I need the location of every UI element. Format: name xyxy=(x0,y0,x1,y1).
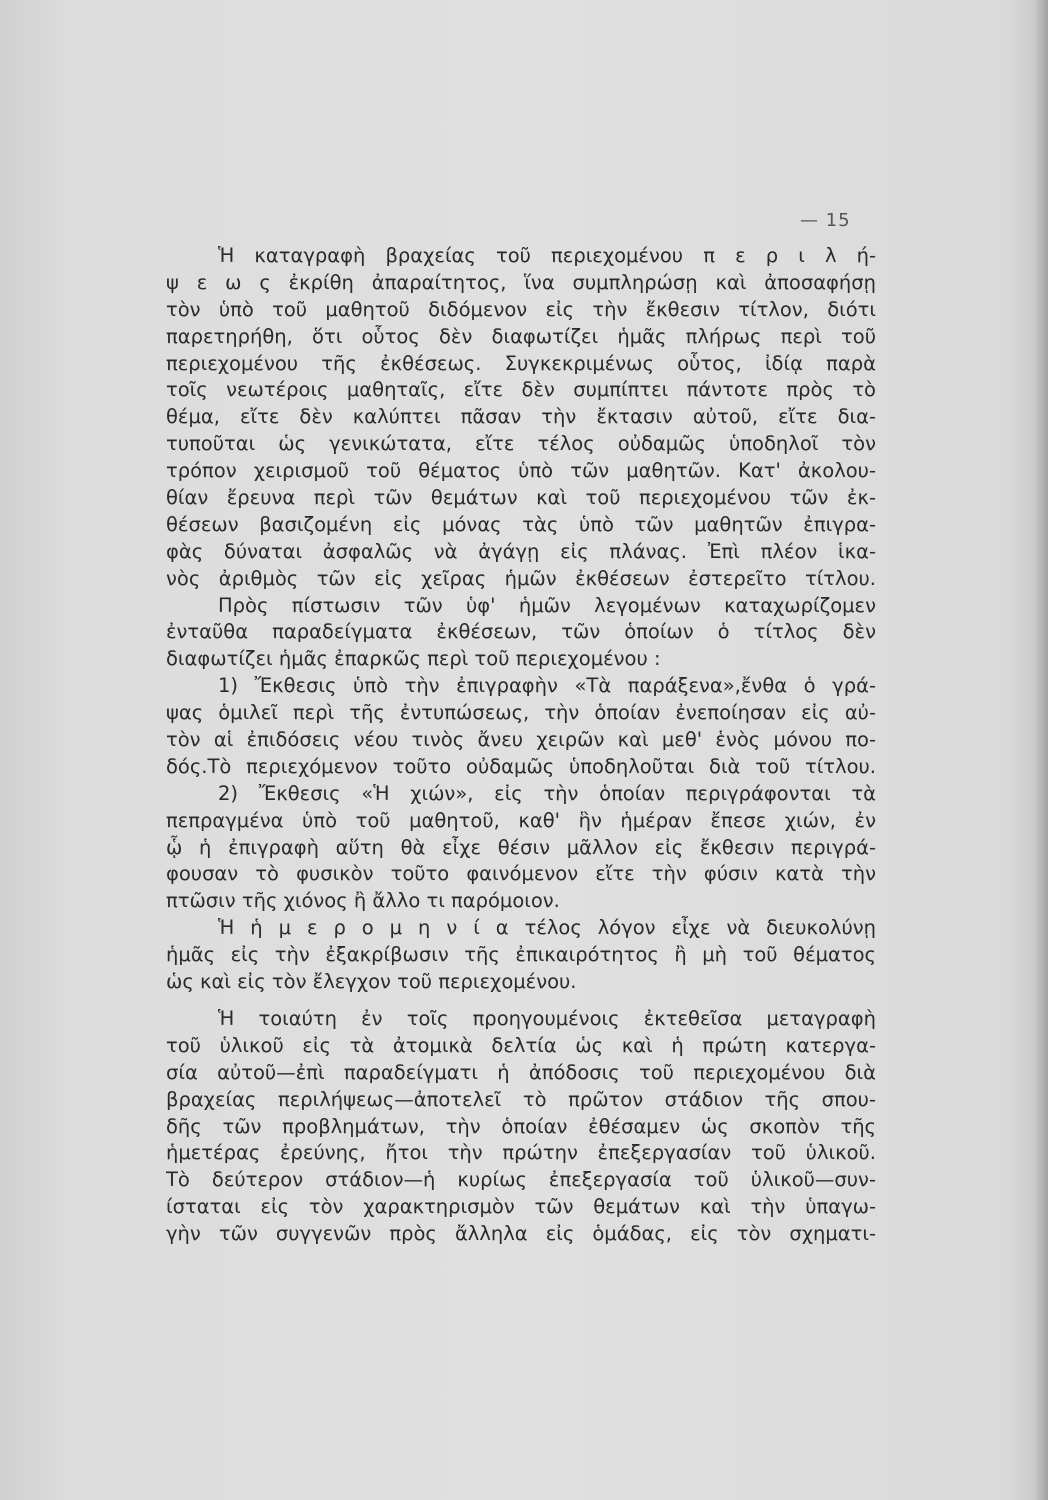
text-line: Τὸ δεύτερον στάδιον—ἡ κυρίως ἐπεξεργασία τοῦ ὑλικοῦ—συν- xyxy=(166,1168,876,1192)
text-line: Ἡ καταγραφὴ βραχείας τοῦ περιεχομένου π ε ρ ι λ ή- xyxy=(218,244,876,267)
text-line: τὸν αἱ ἐπιδόσεις νέου τινὸς ἄνευ χειρῶν καὶ μεθ' ἑνὸς μόνου πο- xyxy=(166,728,876,752)
text-line: 1) Ἔκθεσις ὑπὸ τὴν ἐπιγραφὴν «Τὰ παράξενα»,ἔνθα ὁ γρά- xyxy=(218,674,876,698)
text-line: φὰς δύναται ἀσφαλῶς νὰ ἀγάγῃ εἰς πλάνας. Ἐπὶ πλέον ἱκα- xyxy=(166,539,876,563)
text-line: ἡμᾶς εἰς τὴν ἐξακρίβωσιν τῆς ἐπικαιρότητος ἢ μὴ τοῦ θέματος xyxy=(166,943,876,967)
text-line: τυποῦται ὡς γενικώτατα, εἴτε τέλος οὐδαμῶς ὑποδηλοῖ τὸν xyxy=(166,432,876,456)
text-line: δῆς τῶν προβλημάτων, τὴν ὁποίαν ἐθέσαμεν ὡς σκοπὸν τῆς xyxy=(166,1114,876,1138)
text-line: Ἡ ἡ μ ε ρ ο μ η ν ί α τέλος λόγον εἶχε νὰ διευκολύνῃ xyxy=(218,916,876,940)
text-line: σία αὐτοῦ—ἐπὶ παραδείγματι ἡ ἀπόδοσις τοῦ περιεχομένου διὰ xyxy=(166,1060,876,1084)
text-line: τοῦ ὑλικοῦ εἰς τὰ ἀτομικὰ δελτία ὡς καὶ ἡ πρώτη κατεργα- xyxy=(166,1033,876,1057)
text-line: περιεχομένου τῆς ἐκθέσεως. Συγκεκριμένως οὗτος, ἰδίᾳ παρὰ xyxy=(166,351,876,375)
text-line: δός.Τὸ περιεχόμενον τοῦτο οὐδαμῶς ὑποδηλοῦται διὰ τοῦ τίτλου. xyxy=(166,754,876,778)
page-number: — 15 xyxy=(800,210,851,231)
text-line: φουσαν τὸ φυσικὸν τοῦτο φαινόμενον εἴτε τὴν φύσιν κατὰ τὴν xyxy=(166,862,876,886)
page-edge-shadow xyxy=(1034,0,1048,1500)
text-line: βραχείας περιλήψεως—ἀποτελεῖ τὸ πρῶτον στάδιον τῆς σπου- xyxy=(166,1087,876,1111)
text-line: θέμα, εἴτε δὲν καλύπτει πᾶσαν τὴν ἔκτασιν αὐτοῦ, εἴτε δια- xyxy=(166,405,876,429)
text-line: διαφωτίζει ἡμᾶς ἐπαρκῶς περὶ τοῦ περιεχομένου : xyxy=(166,647,661,671)
text-line: τὸν ὑπὸ τοῦ μαθητοῦ διδόμενον εἰς τὴν ἔκθεσιν τίτλον, διότι xyxy=(166,297,876,321)
text-line: ψας ὁμιλεῖ περὶ τῆς ἐντυπώσεως, τὴν ὁποίαν ἐνεποίησαν εἰς αὐ- xyxy=(166,701,876,725)
text-line: ᾧ ἡ ἐπιγραφὴ αὕτη θὰ εἶχε θέσιν μᾶλλον εἰς ἔκθεσιν περιγρά- xyxy=(166,835,876,859)
text-line: Ἡ τοιαύτη ἐν τοῖς προηγουμένοις ἐκτεθεῖσα μεταγραφὴ xyxy=(218,1006,876,1030)
text-line: τοῖς νεωτέροις μαθηταῖς, εἴτε δὲν συμπίπτει πάντοτε πρὸς τὸ xyxy=(166,378,876,402)
text-line: ψ ε ω ς ἐκρίθη ἀπαραίτητος, ἵνα συμπληρώσῃ καὶ ἀποσαφήσῃ xyxy=(166,270,876,294)
text-line: ἡμετέρας ἐρεύνης, ἤτοι τὴν πρώτην ἐπεξεργασίαν τοῦ ὑλικοῦ. xyxy=(166,1141,876,1165)
text-line: γὴν τῶν συγγενῶν πρὸς ἄλληλα εἰς ὁμάδας, εἰς τὸν σχηματι- xyxy=(166,1222,876,1246)
body-text xyxy=(166,243,876,1248)
text-line: ὡς καὶ εἰς τὸν ἔλεγχον τοῦ περιεχομένου. xyxy=(166,970,577,994)
text-line: νὸς ἀριθμὸς τῶν εἰς χεῖρας ἡμῶν ἐκθέσεων ἐστερεῖτο τίτλου. xyxy=(166,566,876,590)
text-line: Πρὸς πίστωσιν τῶν ὑφ' ἡμῶν λεγομένων καταχωρίζομεν xyxy=(218,593,876,617)
text-line: παρετηρήθη, ὅτι οὗτος δὲν διαφωτίζει ἡμᾶς πλήρως περὶ τοῦ xyxy=(166,324,876,348)
text-line: πεπραγμένα ὑπὸ τοῦ μαθητοῦ, καθ' ἣν ἡμέραν ἔπεσε χιών, ἐν xyxy=(166,808,876,832)
text-line: τρόπον χειρισμοῦ τοῦ θέματος ὑπὸ τῶν μαθητῶν. Κατ' ἀκολου- xyxy=(166,459,876,483)
text-line: θίαν ἔρευνα περὶ τῶν θεμάτων καὶ τοῦ περιεχομένου τῶν ἐκ- xyxy=(166,486,876,510)
text-line: πτῶσιν τῆς χιόνος ἢ ἄλλο τι παρόμοιον. xyxy=(166,889,560,913)
text-line: θέσεων βασιζομένη εἰς μόνας τὰς ὑπὸ τῶν μαθητῶν ἐπιγρα- xyxy=(166,512,876,536)
text-line: 2) Ἔκθεσις «Ἡ χιών», εἰς τὴν ὁποίαν περιγράφονται τὰ xyxy=(218,781,876,805)
text-line: ίσταται εἰς τὸν χαρακτηρισμὸν τῶν θεμάτων καὶ τὴν ὑπαγω- xyxy=(166,1195,876,1219)
text-line: ἐνταῦθα παραδείγματα ἐκθέσεων, τῶν ὁποίων ὁ τίτλος δὲν xyxy=(166,620,876,644)
